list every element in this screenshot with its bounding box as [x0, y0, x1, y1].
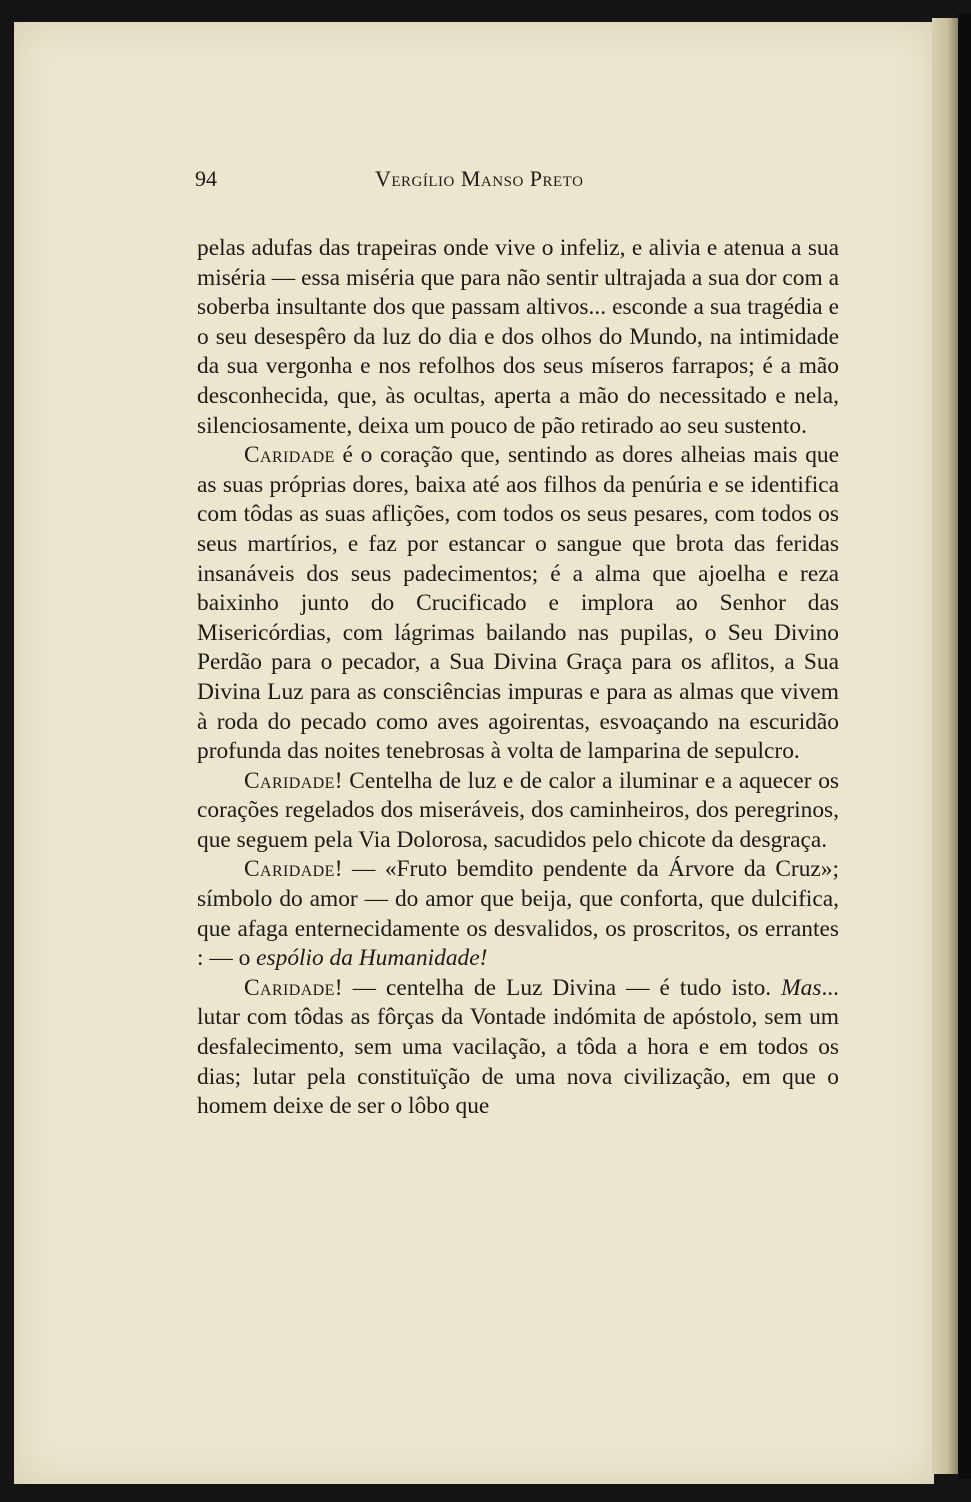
body-text — [197, 234, 839, 1122]
text-run-small-caps: Caridade — [244, 442, 335, 469]
paragraph — [197, 441, 839, 767]
text-run-small-caps: Caridade — [244, 767, 335, 794]
background-edge — [958, 14, 971, 1479]
running-head: Vergílio Manso Preto — [375, 166, 584, 191]
text-run-italic: espólio da Humanidade! — [256, 945, 488, 972]
page-number: 94 — [195, 166, 217, 191]
page-edge — [932, 18, 958, 1474]
text-run-small-caps: Caridade — [244, 856, 335, 883]
text-run: ! — «Fruto bemdito pendente da Árvore da Cruz»; símbolo do amor — do amor que beija, que conforta, que dulcifica, que afaga enternecidamente os desvalidos, os proscritos, os errantes : — o — [197, 856, 839, 972]
paragraph — [197, 767, 839, 856]
text-run-italic: Mas — [781, 974, 822, 1001]
paragraph — [197, 234, 839, 441]
text-run: é o coração que, sentindo as dores alheias mais que as suas próprias dores, baixa até aos filhos da penúria e se identifica com tôdas as suas aflições, com todos os seus pesares, com todos os seus martírios, e faz por estancar o sangue que brota das feridas insanáveis dos seus padecimentos; é a alma que ajoelha e reza baixinho junto do Crucificado e implora ao Senhor das Misericórdias, com lágrimas bailando nas pupilas, o Seu Divino Perdão para o pecador, a Sua Divina Graça para os aflitos, a Sua Divina Luz para as consciências impuras e para as almas que vivem à roda do pecado como aves agoirentas, esvoaçando na escuridão profunda das noites tenebrosas à volta de lamparina de sepulcro. — [197, 442, 839, 765]
text-run: ! — centelha de Luz Divina — é tudo isto. — [334, 974, 782, 1001]
text-run-small-caps: Caridade — [244, 974, 335, 1001]
text-run: ... lutar com tôdas as fôrças da Vontade indómita de apóstolo, sem um desfalecimento, sem uma vacilação, a tôda a hora e em todos os dias; lutar pela constituïção de uma nova civilização, em que o homem deixe de ser o lôbo que — [197, 974, 839, 1120]
paragraph — [197, 974, 839, 1122]
text-run: pelas adufas das trapeiras onde vive o infeliz, e alivia e atenua a sua miséria — essa miséria que para não sentir ultrajada a sua dor com a soberba insultante dos que passam altivos... esconde a sua tragédia e o seu desespêro da luz do dia e dos olhos do Mundo, na intimidade da sua vergonha e nos refolhos dos seus míseros farrapos; é a mão desconhecida, que, às ocultas, aperta a mão do necessitado e nela, silenciosamente, deixa um pouco de pão retirado ao seu sustento. — [197, 235, 839, 439]
text-run: ! Centelha de luz e de calor a iluminar e a aquecer os corações regelados dos miseráveis, dos caminheiros, dos peregrinos, que seguem pela Via Dolorosa, sacudidos pelo chicote da desgraça. — [197, 767, 839, 853]
page-header — [195, 160, 840, 196]
paragraph — [197, 855, 839, 973]
